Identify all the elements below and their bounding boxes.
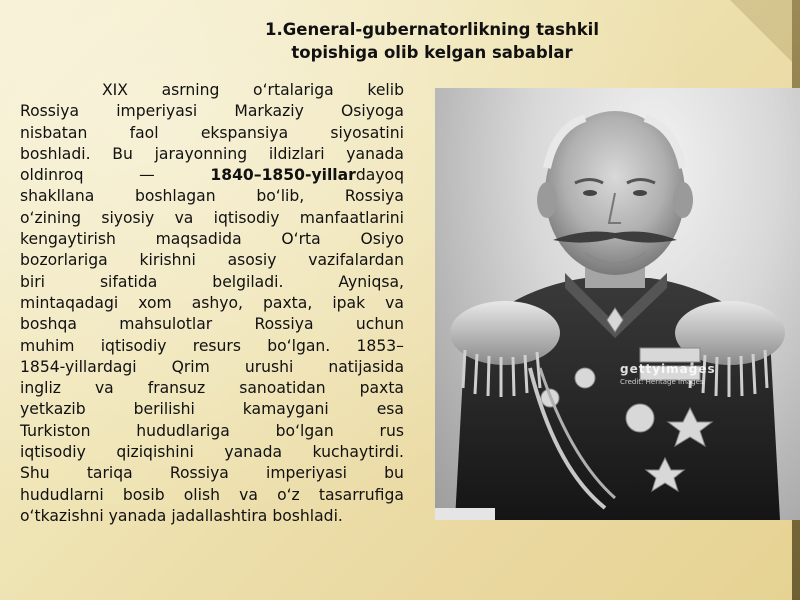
body-word: tasarrufiga [318,485,404,504]
body-word: ingliz [20,379,61,398]
body-word: Qrim [171,357,210,376]
body-word: bosib [122,485,165,504]
body-line [20,357,404,378]
body-line [20,250,404,271]
body-word: uchun [355,315,404,334]
body-line [20,144,404,165]
body-word: manfaatlarini [299,208,404,227]
body-line [20,229,404,250]
body-word: bo‘lgan. [267,336,331,355]
body-word: ipak [332,293,366,312]
body-word: berilishi [133,400,195,419]
body-word: o‘tkazishni [20,506,104,525]
body-line [20,186,404,207]
body-word: esa [376,400,404,419]
body-word: oldinroq [20,166,84,185]
body-word: Bu [112,144,133,163]
body-line [20,165,404,186]
body-word: kengaytirish [20,230,116,249]
body-word: — [139,166,155,185]
body-word: kelib [367,81,404,99]
body-word: siyosiy [101,208,155,227]
body-word: ekspansiya [200,123,289,142]
body-word: sifatida [99,272,158,291]
body-word: jadallashtira [171,506,268,525]
body-line [20,485,404,506]
body-word: Rossiya [254,315,314,334]
body-word: dayoq [355,166,404,185]
body-line [20,80,404,101]
body-word: Shu [20,464,50,483]
body-word: iqtisodiy [20,443,86,462]
body-word: bu [384,464,404,483]
body-word: bo‘lib, [256,187,305,206]
body-word: Osiyo [360,230,404,249]
title-line-2: topishiga olib kelgan sabablar [291,43,573,62]
body-line [20,378,404,399]
body-word: xom [138,293,172,312]
body-line [20,463,404,484]
body-word: Rossiya [344,187,404,206]
body-word: iqtisodiy [100,336,167,355]
body-line [20,506,404,527]
body-word: va [174,208,194,227]
body-word: o‘z [277,485,300,504]
body-word: vazifalardan [308,251,404,270]
body-line [20,208,404,229]
body-word: sanoatidan [239,379,326,398]
body-word: imperiyasi [116,102,198,121]
body-word: ildizlari [268,144,325,163]
body-line [20,314,404,335]
body-word: resurs [192,336,241,355]
body-word: jarayonning [154,144,248,163]
body-word: Ayniqsa, [338,272,404,291]
body-line [20,399,404,420]
body-word: boshqa [20,315,77,334]
slide-title [232,18,632,64]
body-word: ashyo, [191,293,243,312]
body-word: hududlarni [20,485,104,504]
body-word: urushi [244,357,294,376]
body-line [20,272,404,293]
body-word: boshladi. [272,506,343,525]
body-word: boshladi. [20,144,91,163]
body-line [20,336,404,357]
body-word: faol [129,123,159,142]
body-line [20,421,404,442]
body-word: mahsulotlar [119,315,213,334]
body-word: hududlariga [136,421,230,440]
highlight-years: 1840–1850-yillar [210,166,356,185]
body-word: rus [379,421,404,440]
body-word: siyosatini [330,123,404,142]
corner-decoration [730,0,800,70]
body-word: Markaziy [234,102,304,121]
body-word: 1853– [356,336,404,355]
body-word: natijasida [328,357,404,376]
body-word: 1854-yillardagi [20,357,137,376]
body-word: imperiyasi [266,464,348,483]
body-word: asosiy [227,251,277,270]
body-word: o‘zining [20,208,82,227]
body-word: va [385,293,404,312]
portrait-image [435,88,800,520]
body-word: o‘rtalariga [253,81,334,99]
body-word: kuchaytirdi. [312,443,404,462]
body-word: yanada [108,506,167,525]
body-word: yetkazib [20,400,86,419]
body-word: paxta [359,379,404,398]
body-word: paxta, [263,293,313,312]
body-line [20,442,404,463]
body-word: yanada [224,443,283,462]
body-word: va [94,379,114,398]
body-line [20,293,404,314]
body-word: Rossiya [20,102,80,121]
body-paragraph [20,80,404,592]
body-word: olish [183,485,220,504]
body-word: mintaqadagi [20,293,119,312]
watermark-logo: gettyimages [620,362,716,376]
portrait-photo [435,88,800,520]
body-word: asrning [161,81,220,99]
body-word: O‘rta [281,230,321,249]
body-word: boshlagan [134,187,216,206]
title-line-1: 1.General-gubernatorlikning tashkil [265,20,599,39]
body-word: qiziqishini [116,443,194,462]
body-line [20,123,404,144]
body-line [20,101,404,122]
body-word: bozorlariga [20,251,108,270]
body-word: belgiladi. [212,272,284,291]
body-word: bo‘lgan [275,421,334,440]
body-word: Turkiston [20,421,91,440]
body-word: kirishni [139,251,196,270]
body-word: nisbatan [20,123,88,142]
body-word: Osiyoga [341,102,404,121]
body-word: Rossiya [169,464,229,483]
body-word: tariqa [86,464,133,483]
body-word: kamaygani [242,400,329,419]
body-word: maqsadida [155,230,242,249]
body-word: XIX [102,81,128,99]
body-word: biri [20,272,45,291]
body-highlight [210,165,404,186]
body-word: iqtisodiy [213,208,280,227]
body-word: va [239,485,258,504]
body-word: yanada [346,144,404,163]
body-word: shakllana [20,187,95,206]
body-word: fransuz [147,379,206,398]
watermark-credit: Credit: Heritage Images [620,378,704,386]
body-word: muhim [20,336,75,355]
